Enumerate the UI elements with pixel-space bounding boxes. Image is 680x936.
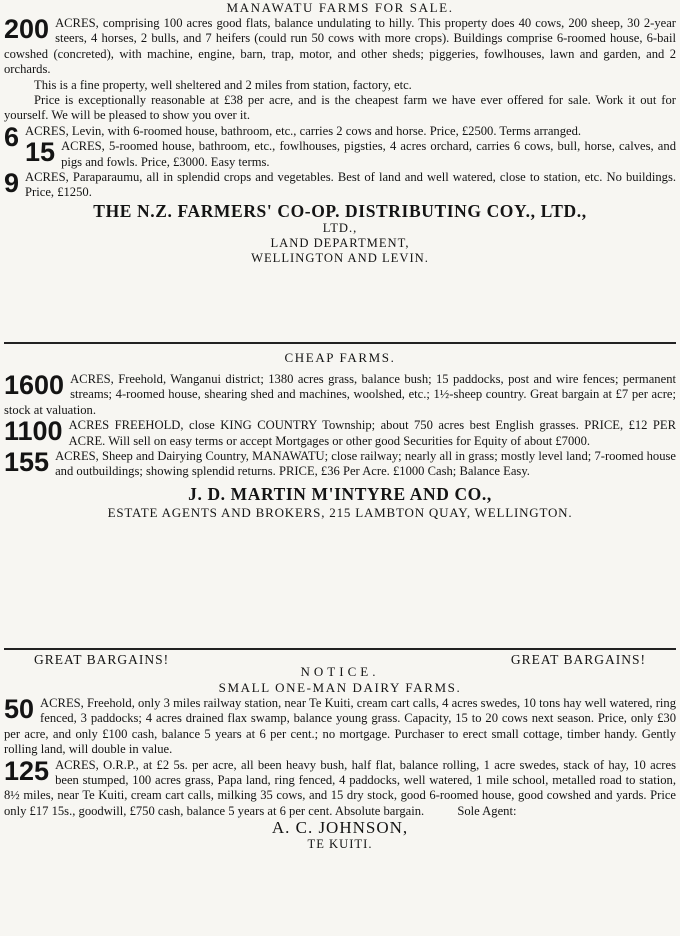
listing-text: ACRES, Levin, with 6-roomed house, bathroom, etc., carries 2 cows and horse. Price, £2500. Terms arranged. (25, 123, 582, 138)
listing-15 (4, 139, 676, 170)
listing-text: ACRES, 5-roomed house, bathroom, etc., fowlhouses, pigsties, 4 acres orchard, carries 6 cows, bull, horse, calves, and pigs and fowls. Price, £3000. Easy terms. (61, 139, 676, 169)
listing-note: Price is exceptionally reasonable at £38 per acre, and is the cheapest farm we have ever offered for sale. Work it out for yourself. We will be pleased to show you over it. (4, 93, 676, 123)
listing-1600 (4, 372, 676, 418)
acreage-number: 9 (4, 168, 20, 199)
dairy-farms-ad (4, 652, 676, 852)
acreage-number: 15 (25, 137, 56, 168)
firm-address: ESTATE AGENTS AND BROKERS, 215 LAMBTON QUAY, WELLINGTON. (107, 504, 573, 520)
listing-text: ACRES, O.R.P., at £2 5s. per acre, all been heavy bush, half flat, balance rolling, 1 acre swedes, stack of hay, 10 acres been stumped, 100 acres grass, Papa land, ring fenced, 4 paddocks, well watered, 1 mile school, metalled road to station, 8½ miles, near Te Kuiti, cream cart calls, milking 35 cows, and 15 dry stock, good 6-roomed house, good cowshed and yards. Price only £17 15s., goodwill, £750 cash, balance 5 years at 6 per cent. Absolute bargain. (4, 757, 676, 818)
listing-text: ACRES, comprising 100 acres good flats, balance undulating to hilly. This property does 40 cows, 200 sheep, 30 2-year steers, 4 horses, 2 bulls, and 7 heifers (could run 50 cows with more crops). Buildings comprise 6-roomed house, 6-bail cowshed (concreted), with machine, engine, barn, trap, motor, and other sheds; piggeries, fowlhouses, lawn and garden, and 2 orchards. (4, 16, 676, 77)
agent-firm-name: J. D. MARTIN M'INTYRE AND CO., (188, 483, 492, 504)
acreage-number: 6 (4, 121, 20, 152)
acreage-number: 50 (4, 694, 35, 724)
agent-firm-name: THE N.Z. FARMERS' CO-OP. DISTRIBUTING COY., LTD., (93, 200, 587, 221)
firm-location: WELLINGTON AND LEVIN. (251, 250, 429, 265)
notice-heading: NOTICE. (300, 664, 380, 679)
firm-department: LAND DEPARTMENT, (270, 235, 410, 250)
acreage-number: 200 (4, 14, 50, 44)
listing-9 (4, 170, 676, 201)
firm-ltd: LTD., (322, 220, 358, 235)
listing-6 (4, 121, 676, 152)
acreage-number: 155 (4, 447, 50, 478)
listing-1100 (4, 418, 676, 449)
listing-155 (4, 449, 676, 480)
agent-firm-name: A. C. JOHNSON, (271, 818, 409, 838)
ad-divider (4, 648, 676, 650)
listing-125 (4, 755, 676, 820)
bargain-banner-left: GREAT BARGAINS! (34, 652, 170, 667)
ad-heading: SMALL ONE-MAN DAIRY FARMS. (218, 680, 462, 695)
listing-text: ACRES, Sheep and Dairying Country, MANAWATU; close railway; nearly all in grass; mostly level land; 7-roomed house and outbuildings; showing splendid returns. PRICE, £36 Per Acre. £1000 Cash; Balance Easy. (55, 449, 676, 479)
newspaper-page (4, 0, 676, 936)
acreage-number: 125 (4, 755, 50, 786)
listing-text: ACRES, Paraparaumu, all in splendid crops and vegetables. Best of land and well watered, close to station, etc. No buildings. Price, £1250. (25, 170, 676, 200)
bargain-banner-right: GREAT BARGAINS! (510, 652, 646, 667)
cheap-farms-ad (4, 350, 676, 522)
sole-agent-label: Sole Agent: (457, 803, 517, 818)
manawatu-farms-ad (4, 0, 676, 266)
listing-200 (4, 16, 676, 78)
acreage-number: 1600 (4, 370, 65, 400)
ad-heading: MANAWATU FARMS FOR SALE. (226, 0, 454, 15)
listing-50 (4, 696, 676, 758)
listing-text: ACRES, Freehold, Wanganui district; 1380 acres grass, balance bush; 15 paddocks, post and wire fences; permanent streams; 4-roomed house, shearing shed and machines, woolshed, etc.; 1½-sheep country. Great bargain at £7 per acre; stock at valuation. (4, 372, 676, 417)
ad-divider (4, 342, 676, 344)
ad-heading: CHEAP FARMS. (284, 350, 396, 365)
firm-location: TE KUITI. (307, 837, 373, 852)
acreage-number: 1100 (4, 416, 63, 447)
listing-note: This is a fine property, well sheltered and 2 miles from station, factory, etc. (34, 77, 412, 92)
listing-text: ACRES FREEHOLD, close KING COUNTRY Township; about 750 acres best English grasses. PRICE, £12 PER ACRE. Will sell on easy terms or accept Mortgages or other good Securities for Equity of about £7000. (68, 418, 676, 448)
listing-text: ACRES, Freehold, only 3 miles railway station, near Te Kuiti, cream cart calls, 4 acres swedes, 10 tons hay well watered, ring fenced, 3 paddocks; 4 acres drained flax swamp, balance young grass. Capacity, 15 to 20 cows next season. Price, only £30 per acre, and only £100 cash, balance 5 years at 6 per cent.; no mortgage. Purchaser to erect small cottage, timber handy. Gently rolling land, will double in value. (4, 696, 676, 757)
